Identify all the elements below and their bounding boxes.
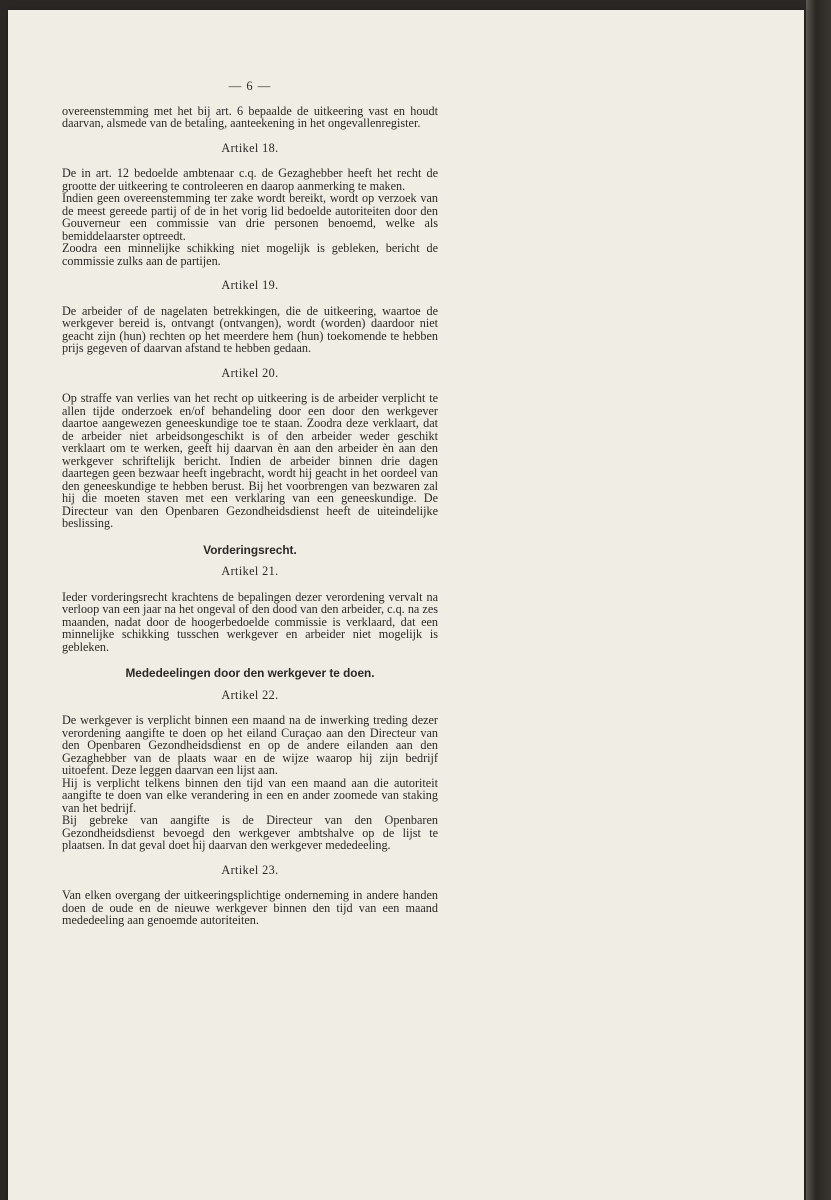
article-22-paragraph-2: Hij is verplicht telkens binnen den tijd van een maand aan die autoriteit aangifte te doen van elke verandering in een en ander zoomede van staking van het bedrijf. <box>62 775 438 815</box>
section-heading-vorderingsrecht: Vorderingsrecht. <box>203 542 297 557</box>
article-20-paragraph-1: Op straffe van verlies van het recht op uitkeering is de arbeider verplicht te allen tijde onderzoek en/of behandeling door een door den werkgever daartoe aangewezen geneeskundige toe te staan. Zoodra deze verklaart, dat de arbeider niet arbeidsongeschikt is of den arbeider weder geschikt verklaart om te werken, geeft hij daarvan èn aan den arbeider èn aan den werkgever schriftelijk bericht. Indien de arbeider binnen drie dagen daartegen geen bezwaar heeft ingebracht, wordt hij geacht in het oordeel van den geneeskundige te hebben berust. Bij het voorbrengen van bezwaren zal hij die moeten staven met een verklaring van een geneeskundige. De Directeur van den Openbaren Gezondheidsdienst heeft de uiteindelijke beslissing. <box>62 391 438 530</box>
article-19-paragraph-1: De arbeider of de nagelaten betrekkingen, die de uitkeering, waartoe de werkgever bereid is, ontvangt (ontvangen), wordt (worden) daardoor niet geacht zijn (hun) rechten op het meerdere hem (hun) toekomende te hebben prijs gegeven of daarvan afstand te hebben gedaan. <box>62 303 438 355</box>
section-heading-mededeelingen: Mededeelingen door den werkgever te doen. <box>125 666 375 680</box>
article-22-paragraph-1: De werkgever is verplicht binnen een maand na de inwerking treding dezer verordening aangifte te doen op het eiland Curaçao aan den Directeur van den Openbaren Gezondheidsdienst en op de andere eilanden aan den Gezaghebber van de plaats waar en de wijze waarop hij zijn bedrijf uitoefent. Deze leggen daarvan een lijst aan. <box>62 713 438 777</box>
article-17-tail: overeenstemming met het bij art. 6 bepaalde de uitkeering vast en houdt daarvan, alsmede van de betaling, aanteekening in het ongevallenregister. <box>62 103 438 130</box>
document-page <box>8 10 804 1200</box>
page-number: — 6 — <box>228 79 272 93</box>
book-spine-edge <box>806 0 831 1200</box>
page-text <box>62 80 438 927</box>
article-19-title: Artikel 19. <box>221 278 279 292</box>
article-22-paragraph-3: Bij gebreke van aangifte is de Directeur van den Openbaren Gezondheidsdienst bevoegd den werkgever ambtshalve op de lijst te plaatsen. In dat geval doet hij daarvan den werkgever mededeeling. <box>62 813 438 852</box>
article-21-title: Artikel 21. <box>221 564 279 578</box>
article-23-paragraph-1: Van elken overgang der uitkeeringsplichtige onderneming in andere handen doen de oude en de nieuwe werkgever binnen den tijd van een maand mededeeling aan genoemde autoriteiten. <box>62 888 438 927</box>
article-18-paragraph-1: De in art. 12 bedoelde ambtenaar c.q. de Gezaghebber heeft het recht de grootte der uitkeering te controleeren en daarop aanmerking te maken. <box>62 166 438 193</box>
article-18-paragraph-3: Zoodra een minnelijke schikking niet mogelijk is gebleken, bericht de commissie zulks aan de partijen. <box>62 241 438 268</box>
article-18-paragraph-2: Indien geen overeenstemming ter zake wordt bereikt, wordt op verzoek van de meest gereede partij of de in het vorig lid bedoelde autoriteiten door den Gouverneur een commissie van drie personen benoemd, welke als bemiddelaarster optreedt. <box>62 191 438 243</box>
article-22-title: Artikel 22. <box>221 687 279 702</box>
article-23-title: Artikel 23. <box>221 862 279 877</box>
article-20-title: Artikel 20. <box>221 365 279 380</box>
article-21-paragraph-1: Ieder vorderingsrecht krachtens de bepalingen dezer verordening vervalt na verloop van een jaar na het ongeval of den dood van den arbeider, c.q. na zes maanden, nadat door de hoogerbedoelde commissie is verklaard, dat een minnelijke schikking tusschen werkgever en arbeider niet mogelijk is gebleken. <box>62 589 438 654</box>
article-18-title: Artikel 18. <box>221 140 279 155</box>
